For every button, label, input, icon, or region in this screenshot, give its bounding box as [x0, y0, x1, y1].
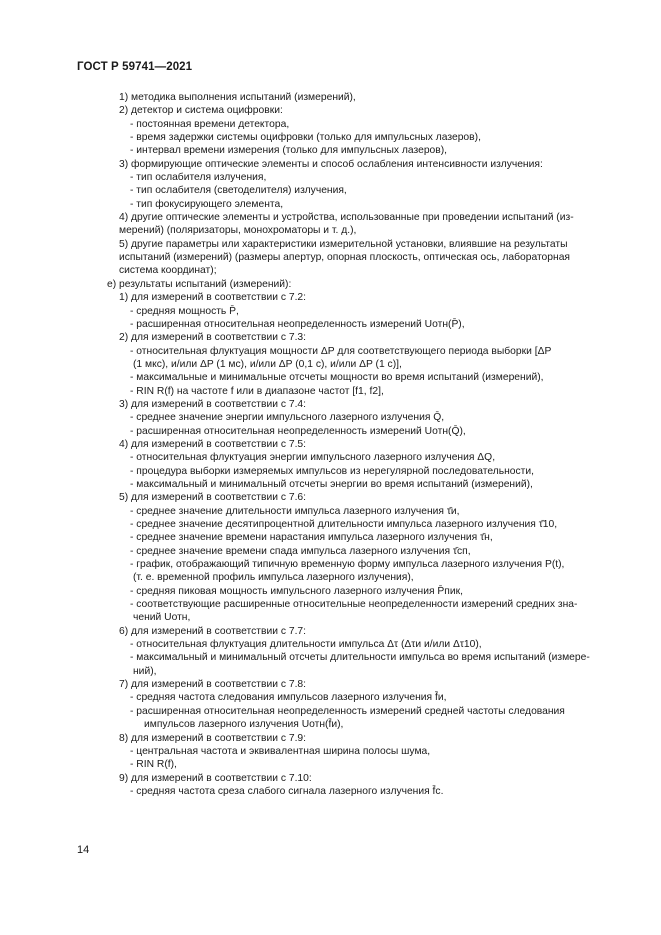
- text-line: 7) для измерений в соответствии с 7.8:: [119, 679, 307, 691]
- text-line: ний),: [133, 665, 157, 677]
- text-line: - интервал времени измерения (только для импульсных лазеров),: [130, 145, 448, 157]
- text-line: испытаний (измерений) (размеры апертур, опорная плоскость, оптическая ось, лабораторная: [119, 252, 570, 264]
- text-line: 8) для измерений в соответствии с 7.9:: [119, 732, 307, 744]
- text-line: - средняя мощность P̄,: [130, 305, 239, 317]
- page-number: 14: [77, 844, 90, 856]
- text-line: 5) другие параметры или характеристики измерительной установки, влиявшие на результаты: [119, 238, 568, 250]
- text-line: - центральная частота и эквивалентная ширина полосы шума,: [130, 745, 431, 757]
- text-line: - график, отображающий типичную временную форму импульса лазерного излучения P(t),: [130, 559, 565, 571]
- text-line: - относительная флуктуация энергии импульсного лазерного излучения ΔQ,: [130, 452, 496, 464]
- document-body: [77, 91, 614, 798]
- text-line: система координат);: [119, 265, 217, 277]
- text-line: 2) для измерений в соответствии с 7.3:: [119, 332, 307, 344]
- text-line: - относительная флуктуация мощности ΔP для соответствующего периода выборки [ΔP: [130, 345, 552, 357]
- text-line: 9) для измерений в соответствии с 7.10:: [119, 772, 312, 784]
- text-line: 1) методика выполнения испытаний (измерений),: [119, 92, 356, 103]
- text-line: - среднее значение энергии импульсного лазерного излучения Q̄,: [130, 412, 445, 424]
- text-line: (т. е. временной профиль импульса лазерного излучения),: [133, 572, 414, 584]
- text-line: - тип ослабителя излучения,: [130, 172, 267, 184]
- text-line: - среднее значение времени нарастания импульса лазерного излучения τ̄н,: [130, 532, 493, 544]
- text-line: - тип фокусирующего элемента,: [130, 198, 284, 210]
- text-line: 4) другие оптические элементы и устройства, использованные при проведении испытаний (из-: [119, 212, 574, 224]
- text-line: - средняя частота среза слабого сигнала лазерного излучения f̄с.: [130, 785, 444, 797]
- text-line: импульсов лазерного излучения Uотн(f̄и),: [144, 719, 344, 731]
- text-line: - максимальный и минимальный отсчеты длительности импульса во время испытаний (измере-: [130, 652, 590, 664]
- text-line: 4) для измерений в соответствии с 7.5:: [119, 438, 307, 450]
- text-line: 5) для измерений в соответствии с 7.6:: [119, 492, 307, 504]
- text-line: (1 мкс), и/или ΔP (1 мс), и/или ΔP (0,1 с), и/или ΔP (1 с)],: [133, 358, 402, 370]
- text-line: е) результаты испытаний (измерений):: [107, 278, 292, 290]
- text-line: 1) для измерений в соответствии с 7.2:: [119, 292, 307, 304]
- text-line: 3) для измерений в соответствии с 7.4:: [119, 398, 307, 410]
- text-line: - постоянная времени детектора,: [130, 118, 290, 130]
- text-line: - процедура выборки измеряемых импульсов из нерегулярной последовательности,: [130, 465, 535, 477]
- text-line: - среднее значение десятипроцентной длительности импульса лазерного излучения τ̄10,: [130, 519, 558, 530]
- document-header: ГОСТ Р 59741—2021: [77, 61, 193, 73]
- text-line: - максимальный и минимальный отсчеты энергии во время испытаний (измерений),: [130, 478, 533, 490]
- text-line: - расширенная относительная неопределенность измерений Uотн(Q̄),: [130, 425, 466, 437]
- text-line: - расширенная относительная неопределенность измерений средней частоты следования: [130, 705, 565, 717]
- text-line: - среднее значение длительности импульса лазерного излучения τ̄и,: [130, 505, 460, 517]
- text-line: 3) формирующие оптические элементы и способ ослабления интенсивности излучения:: [119, 158, 543, 170]
- text-line: чений Uотн,: [133, 612, 191, 624]
- text-line: - тип ослабителя (светоделителя) излучения,: [130, 185, 347, 197]
- text-line: - относительная флуктуация длительности импульса Δτ (Δτи и/или Δτ10),: [130, 639, 482, 651]
- text-line: 6) для измерений в соответствии с 7.7:: [119, 625, 307, 637]
- text-line: - среднее значение времени спада импульса лазерного излучения τ̄сп,: [130, 545, 471, 557]
- text-line: - время задержки системы оцифровки (только для импульсных лазеров),: [130, 132, 481, 144]
- text-line: - RIN R(f),: [130, 759, 177, 771]
- text-line: мерений) (поляризаторы, монохроматоры и т. д.),: [119, 225, 357, 237]
- text-line: - средняя пиковая мощность импульсного лазерного излучения P̄пик,: [130, 585, 463, 597]
- text-line: - соответствующие расширенные относительные неопределенности измерений средних зна-: [130, 599, 578, 611]
- text-line: - расширенная относительная неопределенность измерений Uотн(P̄),: [130, 318, 465, 330]
- text-line: - средняя частота следования импульсов лазерного излучения f̄и,: [130, 692, 447, 704]
- text-line: 2) детектор и система оцифровки:: [119, 105, 283, 117]
- text-line: - максимальные и минимальные отсчеты мощности во время испытаний (измерений),: [130, 372, 544, 384]
- text-line: - RIN R(f) на частоте f или в диапазоне частот [f1, f2],: [130, 385, 384, 397]
